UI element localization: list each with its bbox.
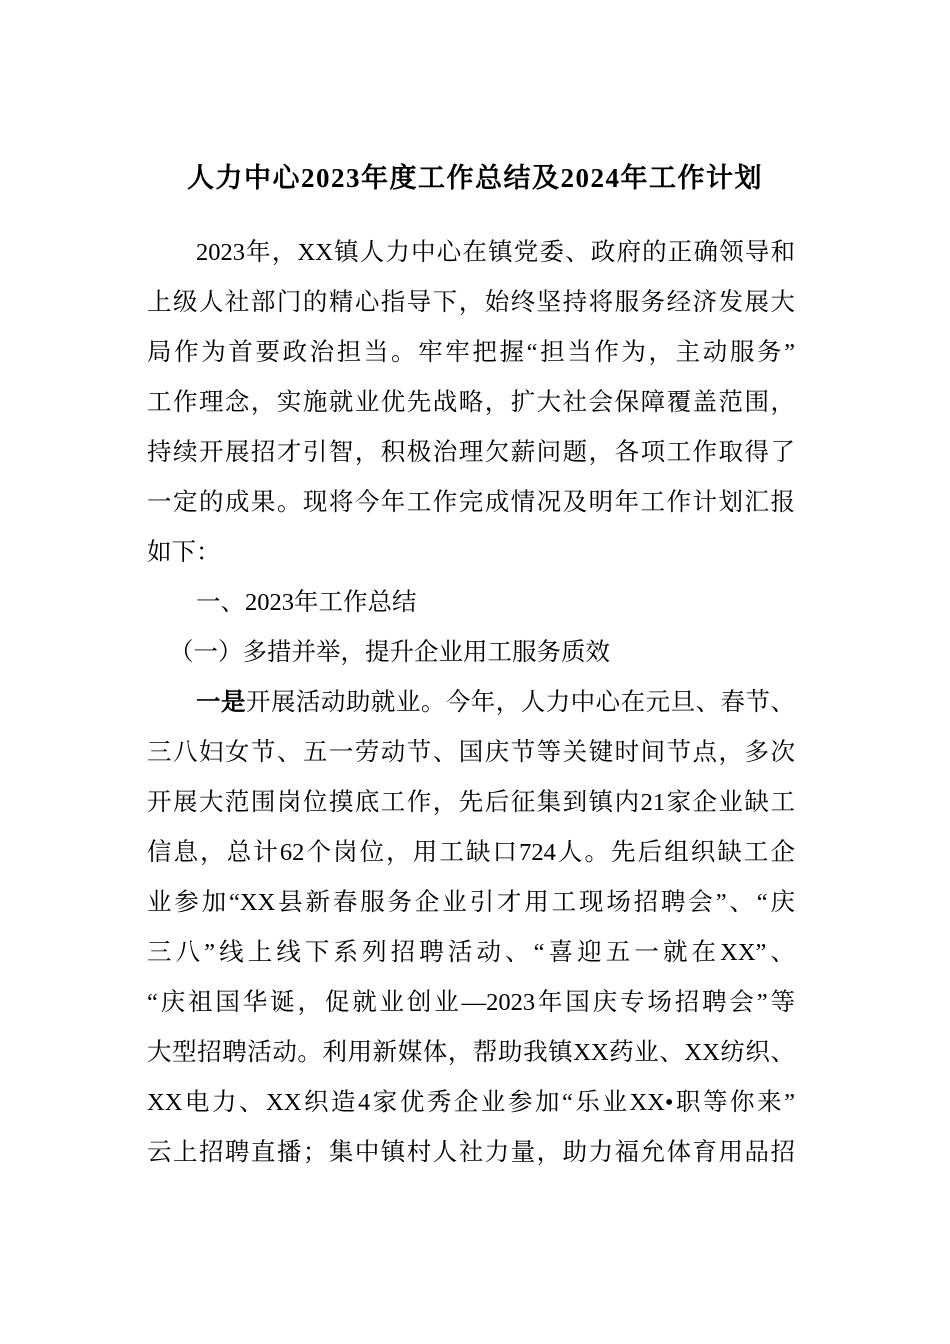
point-line: 大型招聘活动。利用新媒体，帮助我镇XX药业、XX纺织、 <box>147 1039 795 1066</box>
intro-line: 持续开展招才引智，积极治理欠薪问题，各项工作取得了 <box>147 439 795 466</box>
intro-line: 工作理念，实施就业优先战略，扩大社会保障覆盖范围， <box>147 389 795 416</box>
point-line: “庆祖国华诞，促就业创业—2023年国庆专场招聘会”等 <box>147 989 795 1016</box>
subsection-heading: （一）多措并举，提升企业用工服务质效 <box>169 639 610 666</box>
point-lead-label: 一是 <box>196 689 246 716</box>
intro-line: 一定的成果。现将今年工作完成情况及明年工作计划汇报 <box>147 489 795 516</box>
point-line: 三八”线上线下系列招聘活动、“喜迎五一就在XX”、 <box>147 939 795 966</box>
intro-line: 局作为首要政治担当。牢牢把握“担当作为，主动服务” <box>147 339 795 366</box>
point-line: 云上招聘直播；集中镇村人社力量，助力福允体育用品招 <box>147 1139 795 1166</box>
point-line: 业参加“XX县新春服务企业引才用工现场招聘会”、“庆 <box>147 889 795 916</box>
point-line: XX电力、XX织造4家优秀企业参加“乐业XX•职等你来” <box>147 1089 795 1116</box>
intro-line: 如下： <box>147 539 221 566</box>
document-title: 人力中心2023年度工作总结及2024年工作计划 <box>187 163 763 193</box>
intro-paragraph <box>147 228 795 578</box>
point-line-text: 开展活动助就业。今年，人力中心在元旦、春节、 <box>245 689 795 716</box>
point-line: 信息，总计62个岗位，用工缺口724人。先后组织缺工企 <box>147 839 795 866</box>
point-line: 三八妇女节、五一劳动节、国庆节等关键时间节点，多次 <box>147 739 795 766</box>
document-body <box>147 228 795 1178</box>
point-paragraph <box>147 678 795 1178</box>
intro-line: 上级人社部门的精心指导下，始终坚持将服务经济发展大 <box>147 289 795 316</box>
point-line <box>147 678 795 728</box>
section-heading: 一、2023年工作总结 <box>196 589 417 616</box>
point-line: 开展大范围岗位摸底工作，先后征集到镇内21家企业缺工 <box>147 789 795 816</box>
intro-line: 2023年，XX镇人力中心在镇党委、政府的正确领导和 <box>196 239 795 266</box>
